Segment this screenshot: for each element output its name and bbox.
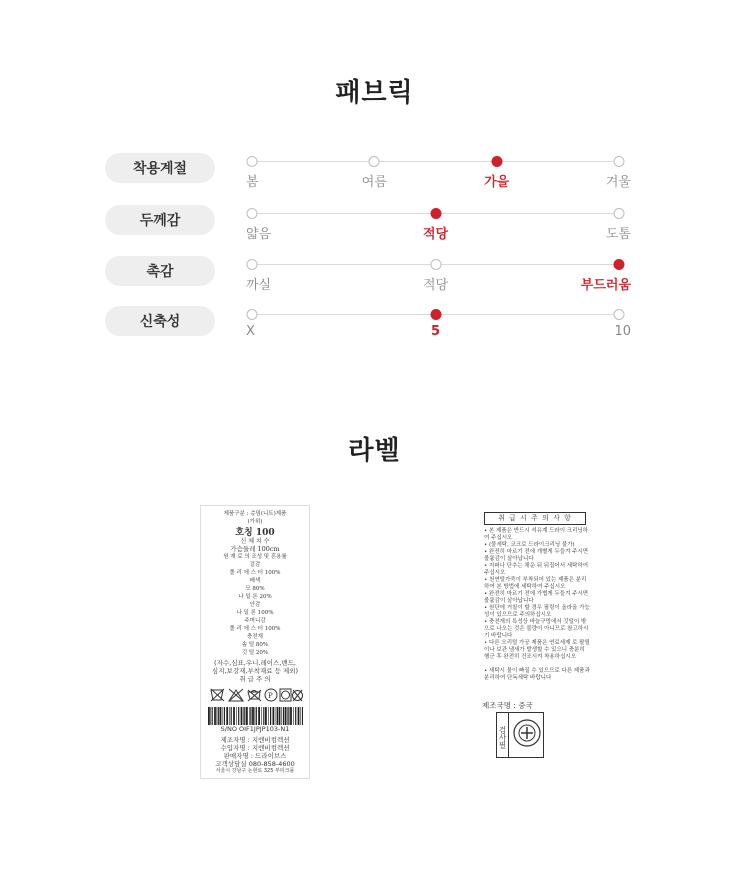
tag-text-line: 취 급 주 의	[239, 675, 271, 683]
scale-dot	[614, 309, 625, 320]
tag-footer-line: 제조자명 : 지엔비컴렉션	[220, 736, 290, 744]
care-instruction: • 다른 오리털 가공 제품은 연료세제 로 팔릴이나 보관 냄새가 발생할 수 있으니 충분히 헹군 후 완전히 건조시켜 착용하십시오	[484, 640, 590, 660]
fabric-title: 패브릭	[335, 78, 414, 108]
svg-text:P: P	[268, 692, 273, 700]
tag-text-line: 호칭 100	[235, 528, 275, 538]
tag-text-line: 심지,보강재,부착재료 등 제외)	[211, 667, 299, 675]
care-instruction: • 충전재의 특성상 바늘구멍에서 깃털이 밖으로 나오는 것은 불량이 아니므로 참고하시기 바랍니다	[484, 619, 589, 639]
tag-text-line: 안감	[249, 602, 261, 608]
scale-dot	[247, 259, 258, 270]
care-instruction: • 본 제품은 반드시 석유계 드라이 크리닝하여 주십시오	[484, 528, 589, 541]
inspection-seal-icon	[512, 718, 542, 748]
tag-footer-line: 판매자명 : 드라이브스	[223, 752, 287, 760]
attribute-label: 두께감	[105, 205, 215, 235]
origin-text: 제조국명 : 중국	[482, 701, 533, 710]
care-instruction-text: 원단에 거칠이 할 경우 필링이 올라올 가능성이 있으므로 주의하십시오	[484, 605, 590, 618]
scale-option-label: 봄	[246, 175, 259, 190]
scale-dot-selected	[491, 156, 502, 167]
barcode-icon	[207, 707, 303, 725]
scale-option-label: 겨울	[605, 175, 631, 190]
scale-dot	[369, 156, 380, 167]
label-title: 라벨	[348, 436, 401, 466]
scale-option-label: 5	[430, 324, 441, 339]
care-instruction-text: 세탁시 물이 빠질 수 있으므로 다른 제품과 분리하여 단독세탁 바랍니다	[484, 668, 590, 681]
attribute-label: 촉감	[105, 256, 215, 286]
scale-option-label: 적당	[422, 278, 449, 293]
tag-text-line: 충전재	[247, 634, 263, 640]
tag-text-line: 배색	[249, 578, 261, 584]
scale-dot-selected	[430, 208, 441, 219]
care-instruction-text: (물세탁, 코크로 드라이크리닝 불가)	[489, 542, 575, 548]
tag-text-line: 폴 리 에 스 터 100%	[229, 626, 281, 632]
scale-option-label: 까실	[246, 278, 272, 293]
tag-footer-line: 고객상담실 080-858-4600	[215, 760, 295, 768]
scale-option-label: X	[246, 324, 255, 339]
tag-text-line: (가위)	[247, 519, 263, 525]
care-instruction-text: 본 제품은 반드시 석유계 드라이 크리닝하여 주십시오	[484, 528, 589, 541]
attribute-row	[105, 304, 665, 344]
tag-text-line: 주머니감	[244, 618, 266, 624]
tag-text-line: 깃 털 20%	[241, 650, 269, 656]
care-instruction: • (물세탁, 코크로 드라이크리닝 불가)	[484, 542, 575, 548]
care-symbols-icon	[209, 687, 303, 703]
tag-text-line: 솜 털 80%	[241, 642, 269, 648]
tag-text-line: 신 체 치 수	[240, 538, 270, 545]
tag-text-line: 나 일 론 100%	[236, 610, 274, 616]
tag-text-line: 겉감	[249, 562, 261, 568]
care-instruction-text: 천연털가죽이 부착되어 있는 제품은 분리하여 본 방법에 세탁하여 주십시오	[484, 577, 587, 590]
scale-option-label: 도톰	[605, 227, 631, 242]
care-instruction-text: 완전히 마르기 전에 가볍게 두들겨 주시면 볼륨감이 살아납니다	[484, 591, 589, 604]
care-heading: 취 급 시 주 의 사 항	[484, 512, 586, 525]
scale-dot	[247, 309, 258, 320]
tag-text-line: 제품구분 : 층밈(니트)제품	[223, 511, 287, 517]
care-instruction: • 완전히 마르기 전에 가볍게 두들겨 주시면 볼륨감이 살아납니다	[484, 591, 589, 604]
scale-dot	[614, 156, 625, 167]
scale-option-label: 10	[614, 324, 631, 339]
care-instruction: • 원단에 거칠이 할 경우 필링이 올라올 가능성이 있으므로 주의하십시오	[484, 605, 590, 618]
care-instruction-text: 지퍼나 단추는 채운 뒤 뒤집어서 세탁하여 주십시오	[484, 563, 589, 576]
inspection-text: 검사필	[497, 713, 509, 757]
tag-text-line: (자수,심표,우니,레이스,밴드,	[214, 659, 296, 667]
scale-option-label: 적당	[422, 227, 449, 242]
attribute-label: 신축성	[105, 306, 215, 336]
label-care-tag-front	[200, 505, 310, 779]
scale-dot	[247, 156, 258, 167]
serial-number: S/NO OIF1JPJP103-N1	[220, 725, 290, 733]
care-instruction-text: 완전히 마르기 전에 개별게 두들겨 주시면 볼륨감이 살아납니다	[484, 549, 589, 562]
scale-option-label: 부드러움	[580, 278, 631, 293]
scale-dot-selected	[430, 309, 441, 320]
scale-dot	[614, 208, 625, 219]
care-instruction-text: 충전재의 특성상 바늘구멍에서 깃털이 밖으로 나오는 것은 불량이 아니므로 참고하시기 바랍니다	[484, 619, 589, 639]
tag-footer-line: 수입자명 : 지엔비컴렉션	[220, 744, 290, 752]
scale-dot-selected	[614, 259, 625, 270]
tag-text-line: 나 일 론 20%	[238, 594, 272, 600]
care-instruction: • 천연털가죽이 부착되어 있는 제품은 분리하여 본 방법에 세탁하여 주십시오	[484, 577, 587, 590]
scale-option-label: 가을	[484, 175, 510, 190]
inspection-box	[496, 712, 544, 758]
scale-option-label: 여름	[361, 175, 387, 190]
tag-text-line: 모 80%	[245, 586, 265, 592]
care-instruction: • 세탁시 물이 빠질 수 있으므로 다른 제품과 분리하여 단독세탁 바랍니다	[484, 668, 590, 681]
care-instruction-text: 다른 오리털 가공 제품은 연료세제 로 팔릴이나 보관 냄새가 발생할 수 있으니 충분히 헹군 후 완전히 건조시켜 착용하십시오	[484, 640, 590, 660]
label-care-tag-back	[480, 512, 590, 762]
care-instruction: • 완전히 마르기 전에 개별게 두들겨 주시면 볼륨감이 살아납니다	[484, 549, 589, 562]
attribute-row	[105, 151, 665, 191]
scale-option-label: 얇음	[246, 227, 272, 242]
attribute-label: 착용계절	[105, 153, 215, 183]
attribute-row	[105, 203, 665, 243]
scale-track	[252, 161, 619, 162]
tag-text-line: 폴 리 에 스 터 100%	[229, 570, 281, 576]
tag-footer-line: 서울시 강남구 논현로 325 부띠크몰	[215, 768, 295, 774]
tag-text-line: 가슴둘레 100cm	[230, 545, 280, 553]
scale-dot	[430, 259, 441, 270]
care-instruction: • 지퍼나 단추는 채운 뒤 뒤집어서 세탁하여 주십시오	[484, 563, 589, 576]
attribute-row	[105, 254, 665, 294]
scale-dot	[247, 208, 258, 219]
tag-text-line: 원 재 료 의 조성 및 혼용률	[223, 554, 287, 560]
